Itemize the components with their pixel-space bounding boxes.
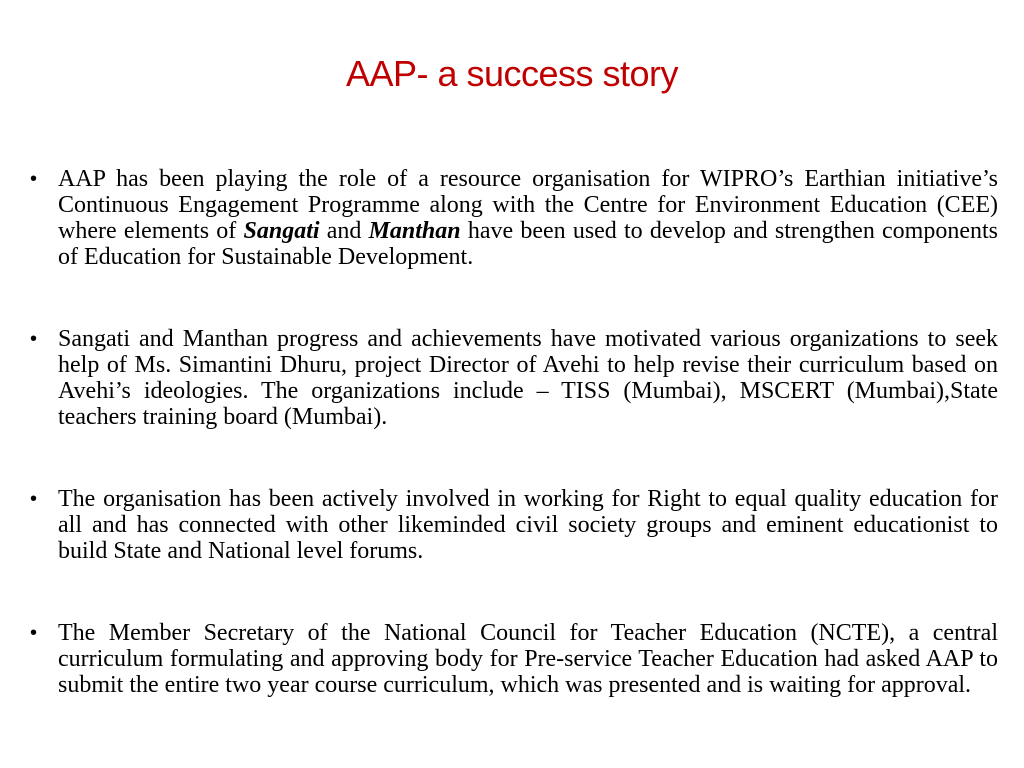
emphasis-sangati: Sangati — [243, 218, 320, 244]
bullet-item — [28, 166, 998, 270]
bullet-text: The organisation has been actively involved in working for Right to equal quality education for all and has connected with other likeminded civil society groups and eminent educationist to build State and National level forums. — [58, 486, 998, 564]
bullet-text: The Member Secretary of the National Council for Teacher Education (NCTE), a central curriculum formulating and approving body for Pre-service Teacher Education had asked AAP to submit the entire two year course curriculum, which was presented and is waiting for approval. — [58, 620, 998, 698]
bullet-dot-icon: • — [30, 622, 38, 644]
bullet-dot-icon: • — [30, 328, 38, 350]
slide-title: AAP- a success story — [345, 53, 679, 94]
bullet-text — [58, 166, 998, 270]
bullet-text-part: and — [319, 218, 369, 244]
bullet-text-part: have been used to develop and strengthen components of Education for Sustainable Development. — [58, 218, 999, 270]
bullet-item — [28, 620, 998, 698]
emphasis-manthan: Manthan — [368, 218, 461, 244]
bullet-dot-icon: • — [30, 168, 38, 190]
bullet-item — [28, 486, 998, 564]
bullet-text: Sangati and Manthan progress and achievements have motivated various organizations to seek help of Ms. Simantini Dhuru, project Director of Avehi to help revise their curriculum based on Avehi’s ideologies. The organizations include – TISS (Mumbai), MSCERT (Mumbai),State teachers training board (Mumbai). — [58, 326, 998, 430]
bullet-dot-icon: • — [30, 488, 38, 510]
bullet-list — [28, 166, 998, 698]
bullet-item — [28, 326, 998, 430]
bullet-text-part: AAP has been playing the role of a resource organisation for WIPRO’s Earthian initiative’s Continuous Engagement Programme along with the Centre for Environment Education (CEE) where elements of — [58, 166, 998, 244]
